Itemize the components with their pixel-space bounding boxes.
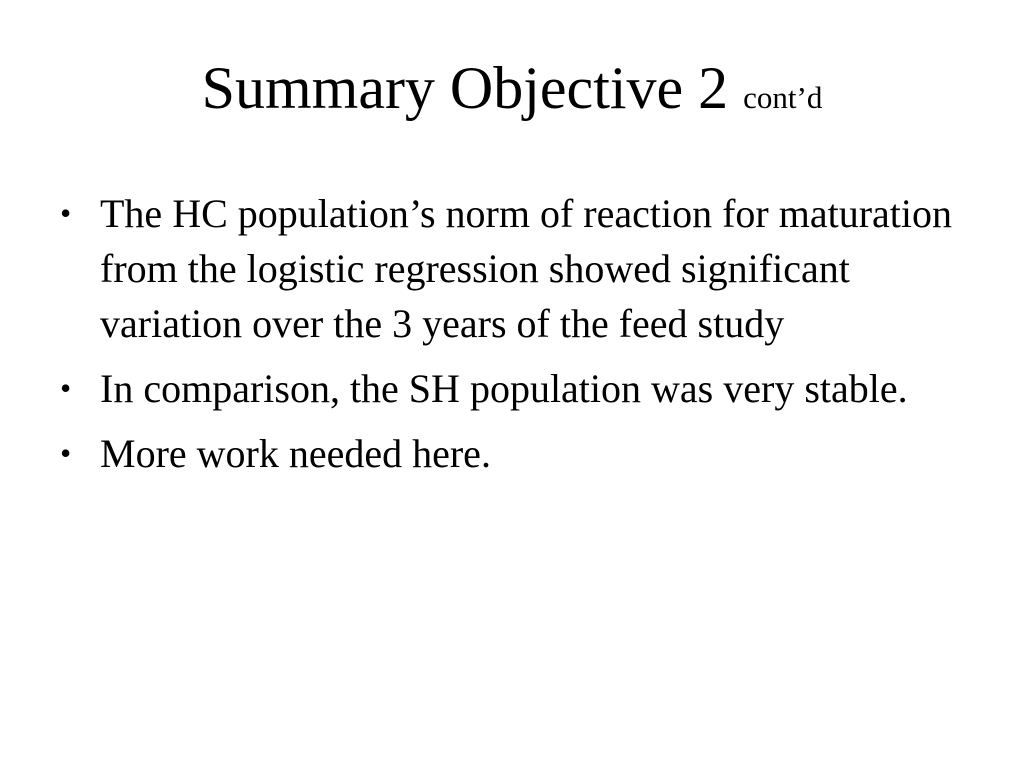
bullet-item [58,186,978,351]
bullet-list [58,186,978,491]
slide-title-main: Summary Objective 2 [201,55,729,121]
bullet-text: The HC population’s norm of reaction for maturation from the logistic regression showed significant variation over the 3 years of the feed study [100,191,953,346]
bullet-icon: • [60,370,72,406]
bullet-icon: • [60,195,72,231]
bullet-item [58,361,978,416]
bullet-item [58,426,978,481]
bullet-text: More work needed here. [100,431,491,476]
bullet-icon: • [60,435,72,471]
slide-title-suffix: cont’d [743,80,823,115]
slide-title [0,52,1024,134]
bullet-text: In comparison, the SH population was very stable. [100,366,908,411]
